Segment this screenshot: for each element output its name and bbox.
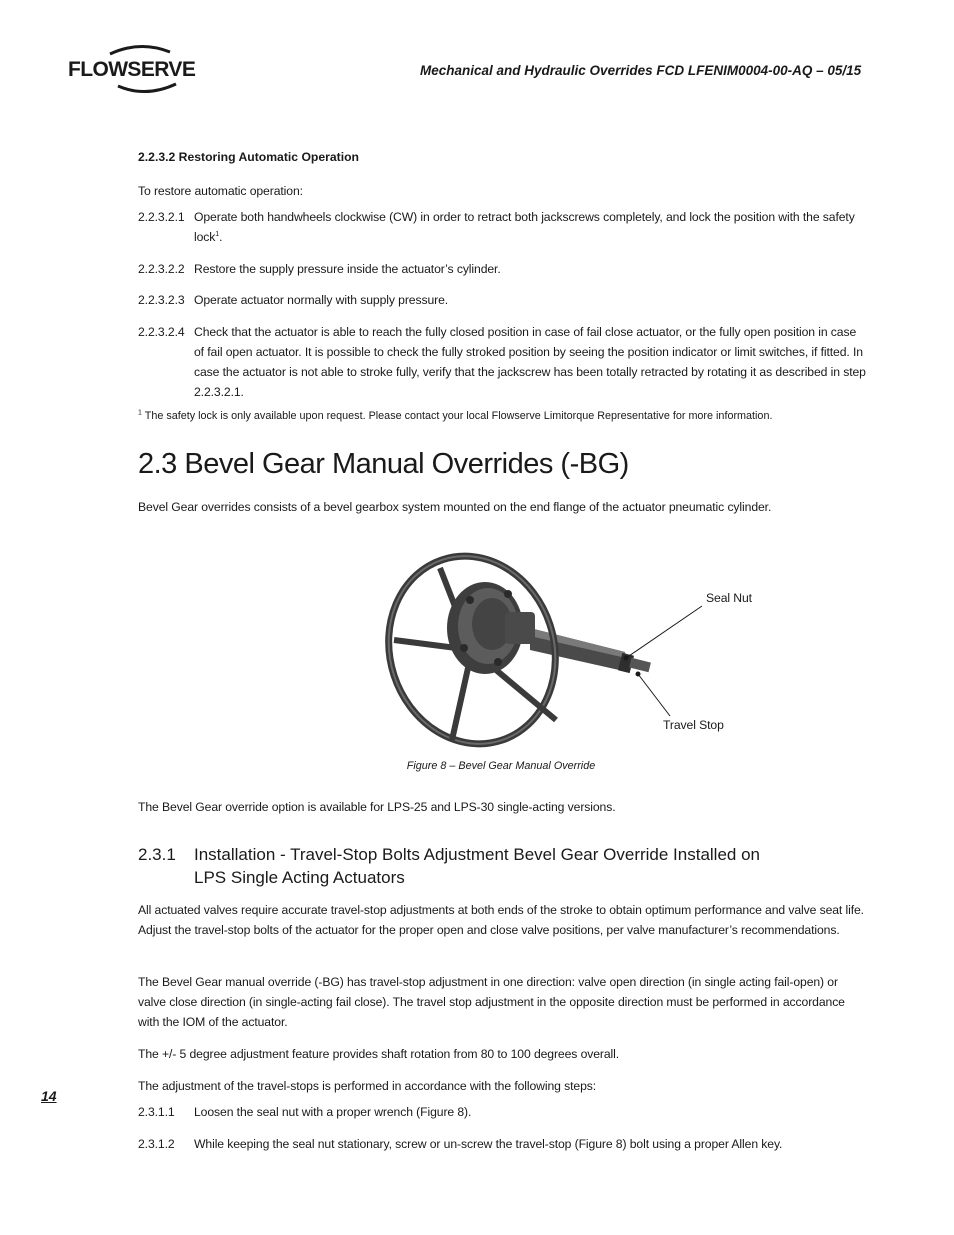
step-number: 2.2.3.2.1 [138,210,185,224]
step-item [138,322,868,402]
section-intro-23: Bevel Gear overrides consists of a bevel gearbox system mounted on the end flange of the actuator pneumatic cylinder. [138,500,772,514]
paragraph: All actuated valves require accurate travel-stop adjustments at both ends of the stroke to obtain optimum performance and valve seat life. Adjust the travel-stop bolts of the actuator for the proper open and close valve positions, per valve manufacturer’s recommendations. [138,903,864,937]
page-number: 14 [41,1088,57,1104]
flowserve-logo [68,42,208,98]
section-heading-231 [138,843,778,889]
figure-caption: Figure 8 – Bevel Gear Manual Override [406,760,596,772]
section-title-23: 2.3 Bevel Gear Manual Overrides (-BG) [138,448,629,480]
logo-text: FLOWSERVE [68,58,196,81]
step-number: 2.3.1.1 [138,1105,175,1119]
section-number: 2.3.1 [138,845,176,864]
step-text: Loosen the seal nut with a proper wrench (Figure 8). [194,1105,472,1119]
footnote: $^1$ The safety lock is only available upon request. Please contact your local Flowserve Limitorque Representative for more information. [138,409,773,422]
document-header-title: Mechanical and Hydraulic Overrides FCD LFENIM0004-00-AQ – 05/15 [420,63,862,78]
step-number: 2.3.1.2 [138,1137,175,1151]
travel-stop-label: Travel Stop [663,718,724,732]
step-number: 2.2.3.2.2 [138,262,185,276]
paragraph: The +/- 5 degree adjustment feature provides shaft rotation from 80 to 100 degrees overall. [138,1047,620,1061]
step-text: Restore the supply pressure inside the actuator’s cylinder. [194,262,501,276]
paragraph: The adjustment of the travel-stops is performed in accordance with the following steps: [138,1079,597,1093]
seal-nut-label: Seal Nut [706,591,752,605]
step-text: Operate both handwheels clockwise (CW) in order to retract both jackscrews completely, and lock the position with the safety lock$^1$. [194,210,855,244]
after-figure-text: The Bevel Gear override option is available for LPS-25 and LPS-30 single-acting versions. [138,800,616,814]
bevel-gear-figure [380,550,780,755]
step-text: While keeping the seal nut stationary, screw or un-screw the travel-stop (Figure 8) bolt using a proper Allen key. [194,1137,783,1151]
section-heading-text: Installation - Travel-Stop Bolts Adjustment Bevel Gear Override Installed on LPS Single Acting Actuators [194,845,760,887]
step-number: 2.2.3.2.4 [138,325,185,339]
step-text: Check that the actuator is able to reach the fully closed position in case of fail close actuator, or the fully open position in case of fail open actuator. It is possible to check the fully stroked position by seeing the position indicator or limit switches, if fitted. In case the actuator is not able to stroke fully, verify that the jackscrew has been totally retracted by rotating it as described in step 2.2.3.2.1. [194,325,866,399]
step-number: 2.2.3.2.3 [138,293,185,307]
section-intro: To restore automatic operation: [138,184,303,198]
footnote-ref: 1 [215,230,220,238]
paragraph: The Bevel Gear manual override (-BG) has travel-stop adjustment in one direction: valve open direction (in single acting fail-open) or valve close direction (in single-acting fail close). The travel stop adjustment in the opposite direction must be performed in accordance with the IOM of the actuator. [138,975,845,1029]
step-text: Operate actuator normally with supply pressure. [194,293,449,307]
step-item [138,207,868,247]
section-heading-2232: 2.2.3.2 Restoring Automatic Operation [138,150,359,164]
